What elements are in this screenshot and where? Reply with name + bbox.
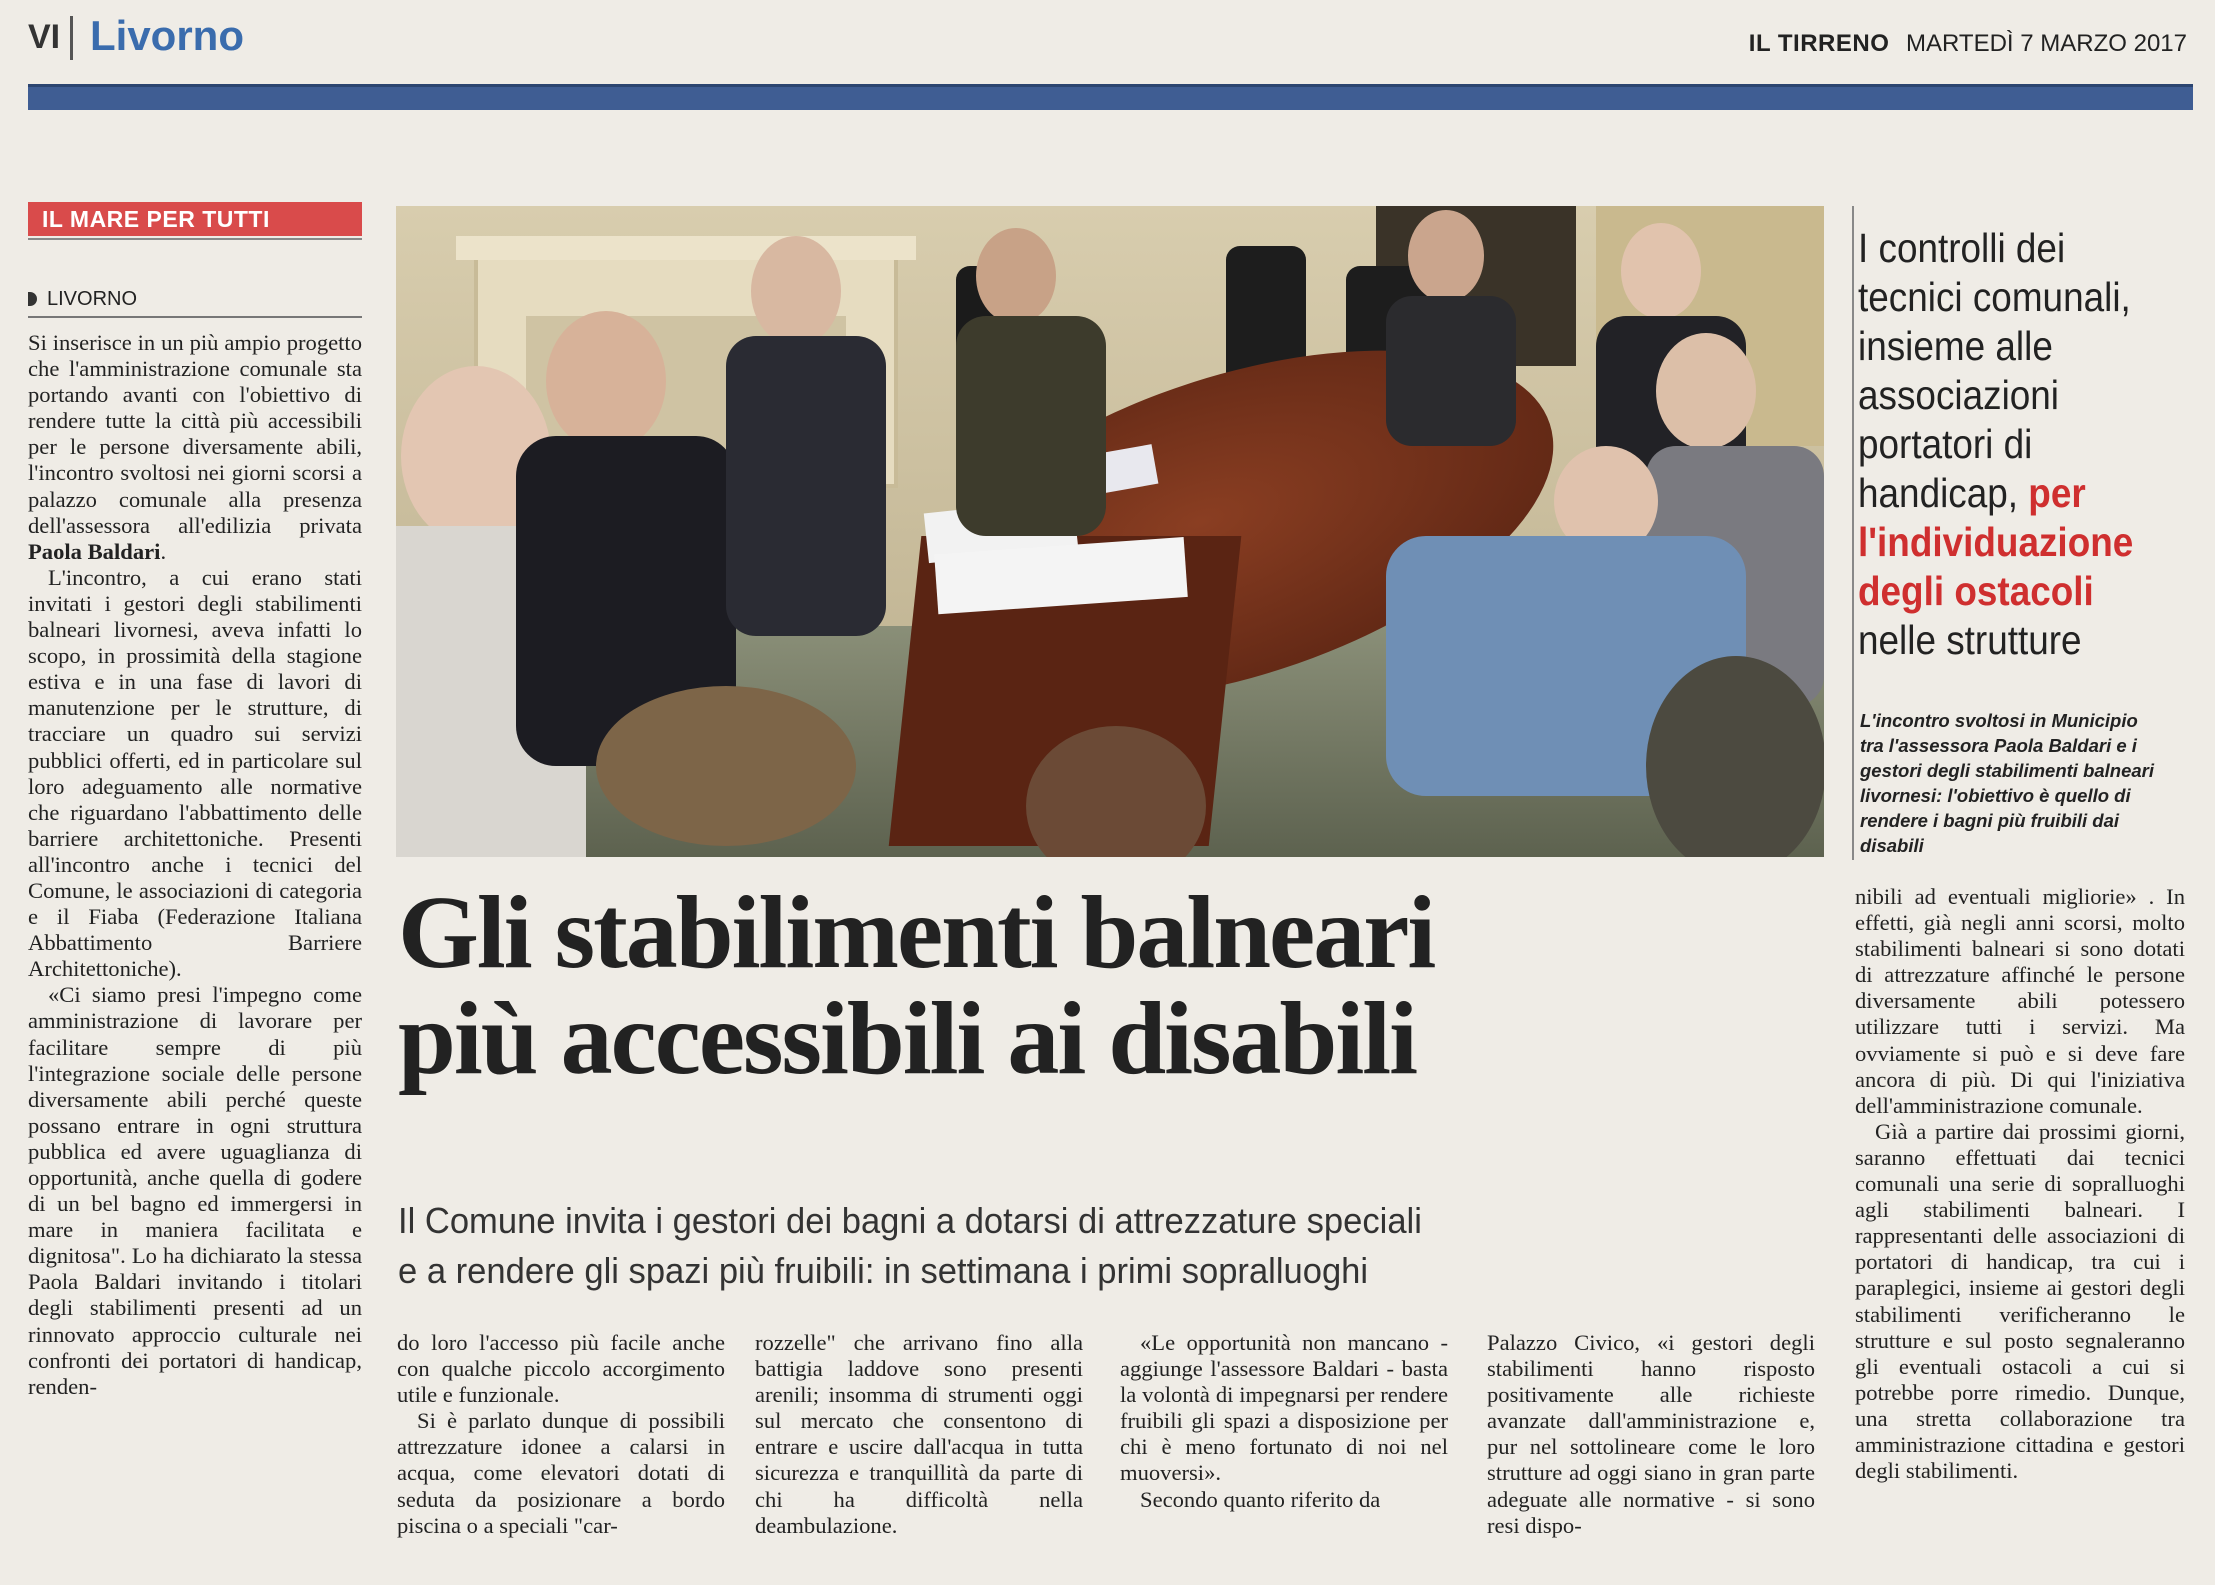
subheadline-line-2: e a rendere gli spazi più fruibili: in settimana i primi sopralluoghi xyxy=(398,1250,1369,1291)
body-paragraph: rozzelle" che arrivano fino alla battigia laddove sono presenti arenili; insomma di strumenti oggi sul mercato che consentono di entrare e uscire dall'acqua in tutta sicurezza e tranquillità da parte di chi ha difficoltà nella deambulazione. xyxy=(755,1330,1083,1538)
meeting-photo xyxy=(396,206,1824,857)
header-divider xyxy=(70,16,73,60)
body-paragraph: nibili ad eventuali migliorie» . In effetti, già negli anni scorsi, molto stabilimenti balneari si sono dotati di attrezzature affinché le persone diversamente abili potessero utilizzare tutti i servizi. Ma ovviamente si può e si deve fare ancora di più. Di qui l'iniziativa dell'amministrazione comunale. xyxy=(1855,884,2185,1118)
article-column-1 xyxy=(28,330,362,1556)
body-paragraph: do loro l'accesso più facile anche con qualche piccolo accorgimento utile e funzionale. xyxy=(397,1330,725,1408)
body-paragraph: Si inserisce in un più ampio progetto che l'amministrazione comunale sta portando avanti con l'obiettivo di rendere tutte la città più accessibili per le persone diversamente abili, l'incontro svoltosi nei giorni scorsi a palazzo comunale alla presenza dell'assessora all'edilizia privata Paola Baldari. xyxy=(28,330,362,564)
headline-line-2: più accessibili ai disabili xyxy=(398,981,1417,1096)
sidebar-rule xyxy=(1852,206,1854,860)
body-paragraph: Si è parlato dunque di possibili attrezzature idonee a calarsi in acqua, come elevatori dotati di seduta da posizionare a bordo piscina o a speciali "car- xyxy=(397,1408,725,1538)
photo-caption: L'incontro svoltosi in Municipio tra l'assessora Paola Baldari e i gestori degli stabilimenti balneari livornesi: l'obiettivo è quello di rendere i bagni più fruibili dai disabili xyxy=(1860,710,2155,856)
body-paragraph: L'incontro, a cui erano stati invitati i gestori degli stabilimenti balneari livornesi, aveva infatti lo scopo, in prossimità della stagione estiva e in una fase di lavori di manutenzione per le strutture, di tracciare un quadro sui servizi pubblici offerti, ed in particolare sul loro adeguamento alle normative che riguardano l'abbattimento delle barriere architettoniche. Presenti all'incontro anche i tecnici del Comune, le associazioni di categoria e il Fiaba (Federazione Italiana Abbattimento Barriere Architettoniche). xyxy=(28,564,362,982)
article-column-6 xyxy=(1855,884,2185,1560)
subheadline-line-1: Il Comune invita i gestori dei bagni a dotarsi di attrezzature speciali xyxy=(398,1200,1422,1241)
dateline xyxy=(28,288,137,311)
header-bar xyxy=(28,84,2193,110)
dateline-bullet-icon xyxy=(28,292,37,306)
body-paragraph: Già a partire dai prossimi giorni, saranno effettuati dai tecnici comunali una serie di sopralluoghi agli stabilimenti balneari. I rappresentanti delle associazioni di portatori di handicap, tra cui i paraplegici, insieme ai gestori degli stabilimenti verificheranno le strutture e sul posto segnaleranno gli eventuali ostacoli a cui si potrebbe porre rimedio. Dunque, una stretta collaborazione tra amministrazione cittadina e gestori degli stabilimenti. xyxy=(1855,1118,2185,1484)
pull-quote-text: I controlli dei tecnici comunali, insieme alle associazioni portatori di handicap, xyxy=(1858,225,2131,516)
section-title: Livorno xyxy=(90,12,244,59)
kicker-rule xyxy=(28,238,362,240)
dateline-text: LIVORNO xyxy=(47,288,138,310)
article-column-4 xyxy=(1120,1330,1448,1560)
article-column-3 xyxy=(755,1330,1083,1560)
page-number: VI xyxy=(28,18,61,56)
masthead xyxy=(1749,30,2187,58)
pull-quote-highlight: per l'individuazione degli ostacoli xyxy=(1858,470,2134,614)
pull-quote-tail: nelle strutture xyxy=(1858,617,2082,663)
dateline-rule xyxy=(28,316,362,318)
body-paragraph: «Le opportunità non mancano - aggiunge l'assessore Baldari - basta la volontà di impegnarsi per rendere fruibili gli spazi a disposizione per chi è meno fortunato di noi nel muoversi». xyxy=(1120,1330,1448,1486)
headline xyxy=(398,875,1838,1096)
person-name: Paola Baldari xyxy=(28,538,161,564)
pull-quote xyxy=(1858,224,2155,665)
article-column-2 xyxy=(397,1330,725,1560)
body-paragraph: Palazzo Civico, «i gestori degli stabilimenti hanno risposto positivamente alle richieste avanzate dall'amministrazione e, pur nel sottolineare come le loro strutture ad oggi siano in gran parte adeguate alle normative - si sono resi dispo- xyxy=(1487,1330,1815,1538)
paragraph-text: Si inserisce in un più ampio progetto che l'amministrazione comunale sta portando avanti con l'obiettivo di rendere tutte la città più accessibili per le persone diversamente abili, l'incontro svoltosi nei giorni scorsi a palazzo comunale alla presenza dell'assessora all'edilizia privata xyxy=(28,330,362,538)
article-column-5 xyxy=(1487,1330,1815,1560)
kicker-label: IL MARE PER TUTTI xyxy=(28,202,362,236)
headline-line-1: Gli stabilimenti balneari xyxy=(398,875,1435,990)
body-paragraph: «Ci siamo presi l'impegno come amministrazione di lavorare per facilitare sempre di più l'integrazione sociale delle persone diversamente abili perché queste possano entrare in ogni struttura pubblica ed avere uguaglianza di opportunità, anche quella di godere di un bel bagno ed immergersi in mare in maniera facilitata e dignitosa". Lo ha dichiarato la stessa Paola Baldari invitando i titolari degli stabilimenti presenti ad un rinnovato approccio culturale nei confronti dei portatori di handicap, renden- xyxy=(28,982,362,1399)
publication-name: IL TIRRENO xyxy=(1748,30,1890,57)
meeting-photo-icon xyxy=(396,206,1824,857)
subheadline xyxy=(398,1196,1780,1296)
body-paragraph: Secondo quanto riferito da xyxy=(1140,1486,1381,1512)
issue-date: MARTEDÌ 7 MARZO 2017 xyxy=(1906,30,2187,57)
